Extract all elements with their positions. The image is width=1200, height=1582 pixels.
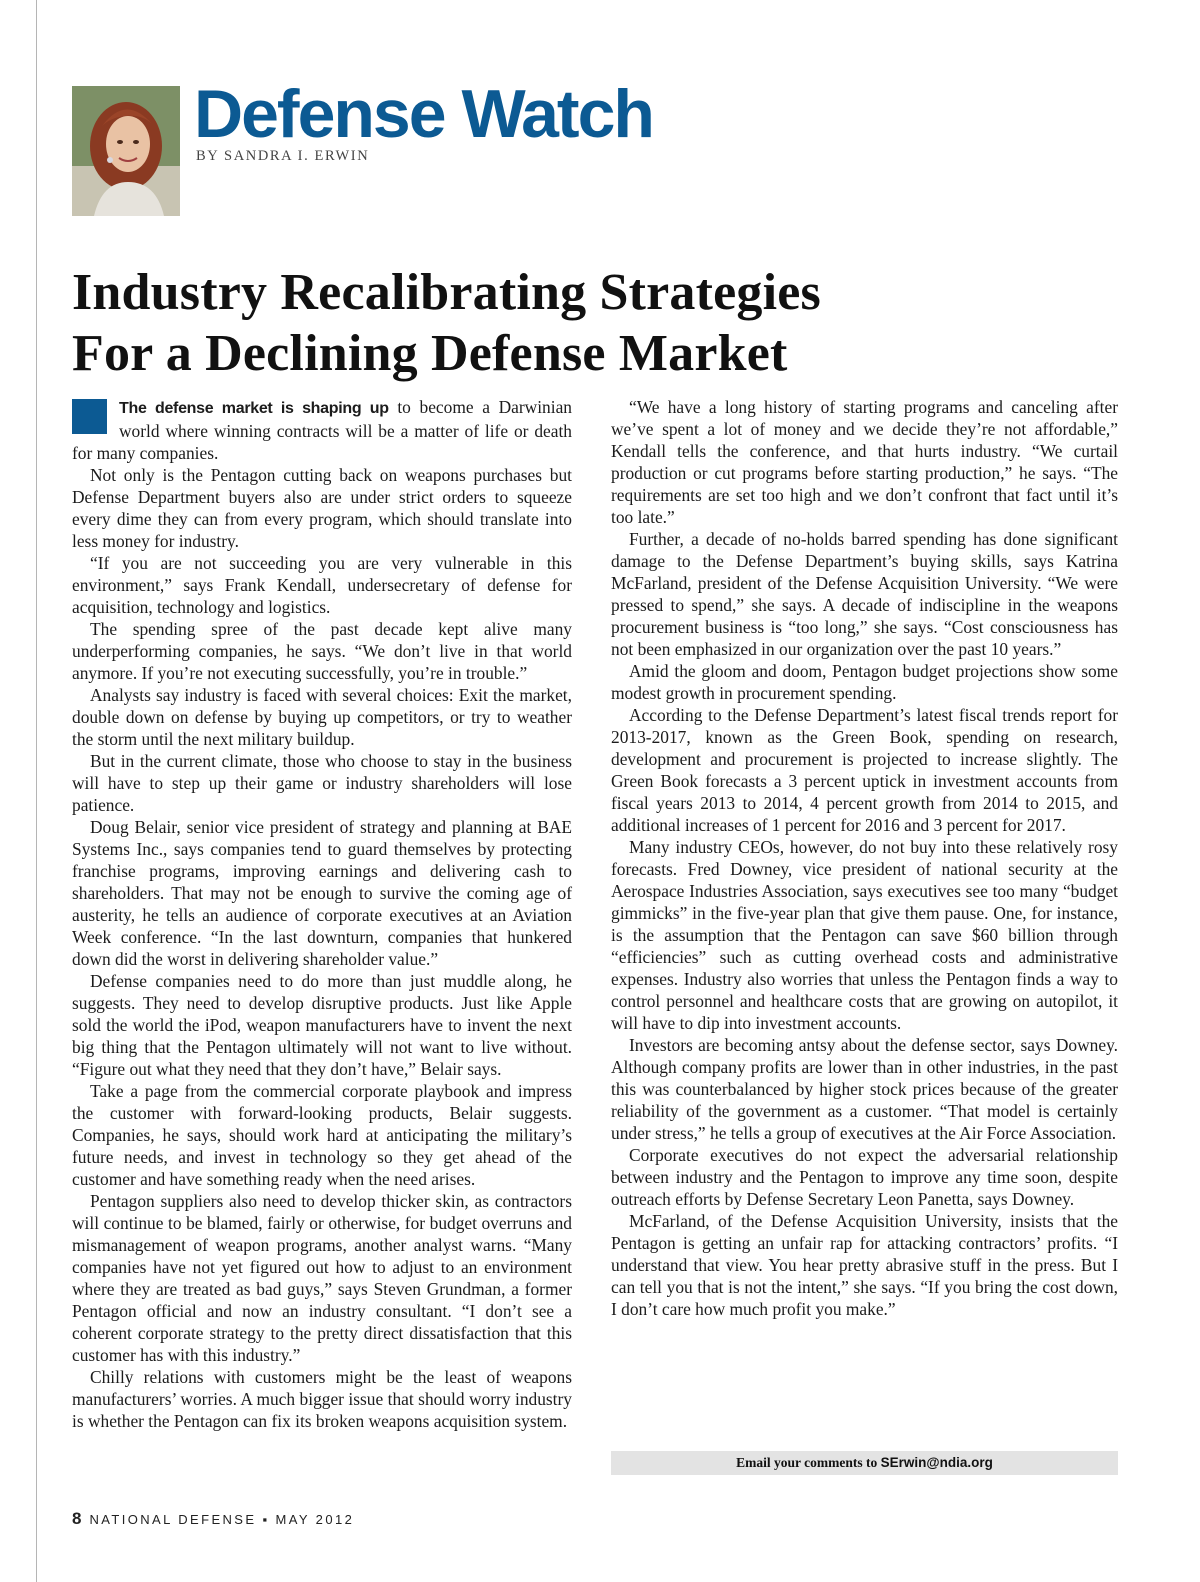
column-title: Defense Watch — [194, 76, 653, 152]
issue-date: MAY 2012 — [275, 1512, 355, 1527]
paragraph: Chilly relations with customers might be the least of weapons manufacturers’ worries. A much bigger issue that should worry industry is whether the Pentagon can fix its broken weapons acquisition system. — [72, 1367, 572, 1431]
lead-in-text: The defense market is shaping up — [119, 400, 389, 417]
author-photo — [72, 86, 180, 216]
email-prefix: Email your comments to — [736, 1455, 881, 1470]
paragraph: Many industry CEOs, however, do not buy into these relatively rosy forecasts. Fred Downey, vice president of national security at the Aerospace Industries Association, says executives see too many “budget gimmicks” in the five-year plan that give them pause. One, for instance, is the assumption that the Pentagon can save $60 billion through “efficiencies” such as cutting overhead costs and administrative expenses. Industry also worries that unless the Pentagon finds a way to control personnel and healthcare costs that are growing on autopilot, it will have to dip into investment accounts. — [611, 837, 1118, 1033]
paragraph: Not only is the Pentagon cutting back on weapons purchases but Defense Department buyers also are under strict orders to squeeze every dime they can from every program, which should translate into less money for industry. — [72, 465, 572, 551]
article-column-left — [72, 396, 572, 1432]
paragraph: The spending spree of the past decade kept alive many underperforming companies, he says. “We don’t live in that world anymore. If you’re not executing successfully, you’re in trouble.” — [72, 619, 572, 683]
page-footer — [72, 1509, 354, 1529]
paragraph-lead-body: to become a Darwinian world where winning contracts will be a matter of life or death for many companies. — [72, 397, 572, 463]
article-headline — [72, 262, 1132, 384]
headline-line-1: Industry Recalibrating Strategies — [72, 264, 821, 321]
author-portrait-graphic — [72, 86, 180, 216]
paragraph: Pentagon suppliers also need to develop thicker skin, as contractors will continue to be blamed, fairly or otherwise, for budget overruns and mismanagement of weapon programs, another analyst warns. “Many companies have not yet figured out how to adjust to an environment where they are treated as bad guys,” says Steven Grundman, a former Pentagon official and now an industry consultant. “I don’t see a coherent corporate strategy to the pretty direct dissatisfaction that this customer has with this industry.” — [72, 1191, 572, 1365]
email-link[interactable]: SErwin@ndia.org — [880, 1455, 993, 1470]
paragraph: Doug Belair, senior vice president of strategy and planning at BAE Systems Inc., says companies tend to guard themselves by protecting franchise programs, improving earnings and delivering cash to shareholders. That may not be enough to survive the coming age of austerity, he tells an audience of corporate executives at an Aviation Week conference. “In the last downturn, companies that hunkered down did the worst in delivering shareholder value.” — [72, 817, 572, 969]
paragraph: Investors are becoming antsy about the defense sector, says Downey. Although company profits are lower than in other industries, in the past this was counterbalanced by higher stock prices because of the greater reliability of the government as a customer. “That model is certainly under stress,” he tells a group of executives at the Air Force Association. — [611, 1035, 1118, 1143]
lead-square-marker — [72, 399, 107, 434]
paragraph: McFarland, of the Defense Acquisition University, insists that the Pentagon is getting an unfair rap for attacking contractors’ profits. “I understand that view. You hear pretty abrasive stuff in the press. But I can tell you that is not the intent,” she says. “If you bring the cost down, I don’t care how much profit you make.” — [611, 1211, 1118, 1319]
paragraph: Defense companies need to do more than just muddle along, he suggests. They need to develop disruptive products. Just like Apple sold the world the iPod, weapon manufacturers have to invent the next big thing that the Pentagon ultimately will not want to live without. “Figure out what they need that they don’t have,” Belair says. — [72, 971, 572, 1079]
paragraph: “We have a long history of starting programs and canceling after we’ve spent a lot of money and we decide they’re not affordable,” Kendall tells the conference, and that hurts industry. “We curtail production or cut programs before starting production,” he says. “The requirements are set too high and we don’t confront that fact until it’s too late.” — [611, 397, 1118, 527]
page-edge-rule — [36, 0, 37, 1582]
paragraph: Further, a decade of no-holds barred spending has done significant damage to the Defense Department’s buying skills, says Katrina McFarland, president of the Defense Acquisition University. “We were pressed to spend,” she says. A decade of indiscipline in the weapons procurement business is “too long,” she says. “Cost consciousness has not been emphasized in our organization over the past 10 years.” — [611, 529, 1118, 659]
paragraph: Corporate executives do not expect the adversarial relationship between industry and the Pentagon to improve any time soon, despite outreach efforts by Defense Secretary Leon Panetta, says Downey. — [611, 1145, 1118, 1209]
paragraph: Take a page from the commercial corporate playbook and impress the customer with forward-looking products, Belair suggests. Companies, he says, should work hard at anticipating the military’s future needs, and invest in technology so they get ahead of the customer and have something ready when the need arises. — [72, 1081, 572, 1189]
paragraph: But in the current climate, those who choose to stay in the business will have to step up their game or industry shareholders will lose patience. — [72, 751, 572, 815]
headline-line-2: For a Declining Defense Market — [72, 325, 788, 382]
paragraph-lead — [72, 396, 572, 464]
page-number: 8 — [72, 1509, 82, 1528]
paragraph: “If you are not succeeding you are very vulnerable in this environment,” says Frank Kendall, undersecretary of defense for acquisition, technology and logistics. — [72, 553, 572, 617]
article-column-right — [611, 396, 1118, 1320]
publication-name: NATIONAL DEFENSE — [89, 1512, 257, 1527]
paragraph: According to the Defense Department’s latest fiscal trends report for 2013-2017, known as the Green Book, spending on research, development and procurement is projected to increase slightly. The Green Book forecasts a 3 percent uptick in investment accounts from fiscal years 2013 to 2014, 4 percent growth from 2014 to 2015, and additional increases of 1 percent for 2016 and 3 percent for 2017. — [611, 705, 1118, 835]
paragraph: Amid the gloom and doom, Pentagon budget projections show some modest growth in procurement spending. — [611, 661, 1118, 703]
byline: BY SANDRA I. ERWIN — [196, 148, 370, 164]
paragraph: Analysts say industry is faced with several choices: Exit the market, double down on defense by buying up competitors, or try to weather the storm until the next military buildup. — [72, 685, 572, 749]
footer-separator: ▪ — [262, 1512, 270, 1527]
email-comments-bar — [611, 1451, 1118, 1475]
